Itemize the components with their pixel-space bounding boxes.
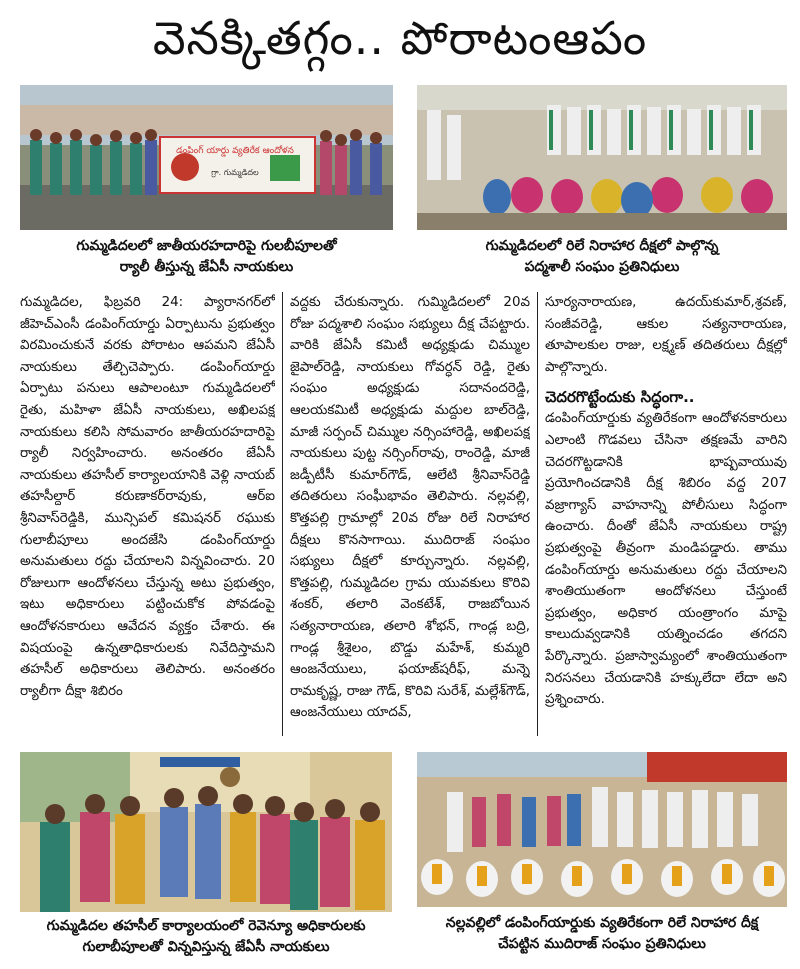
photo-caption: గుమ్మడిదల తహసీల్ కార్యాలయంలో రెవెన్యూ అధికారులకు గులాబీపూలతో విన్నవిస్తున్న జేఏసీ నాయకులు [46, 918, 366, 955]
banner-text: డంపింగ్ యార్డు వ్యతిరేక ఆందోళన [176, 146, 294, 156]
subheading: చెదరగొట్టేందుకు సిద్ధంగా.. [545, 388, 695, 407]
photo-caption: గుమ్మడిదలలో జాతీయరహదారిపై గులబీపూలతో ర్యాలీ తీస్తున్న జేఏసీ నాయకులు [76, 238, 337, 275]
banner-subtext: గ్రా. గుమ్మడిదల [211, 168, 259, 177]
article-column-2 [290, 292, 530, 736]
photo-caption: నల్లవల్లిలో డంపింగ్‌యార్డుకు వ్యతిరేకంగా రిలే నిరాహార దీక్ష చేపట్టిన ముదిరాజ్ సంఘం ప్రతినిధులు [445, 915, 759, 952]
article-text: వద్దకు చేరుకున్నారు. గుమ్మిడిదలలో 20వ రోజు పద్మశాలి సంఘం సభ్యులు దీక్ష చేపట్టారు. వారికి జేఏసీ కమిటీ అధ్యక్షుడు చిమ్ముల జైపాల్‌రెడ్డి, నాయకులు గోవర్ధన్ రెడ్డి, రైతు సంఘం అధ్యక్షుడు సదానందరెడ్డి, ఆలయకమిటీ అధ్యక్షుడు మద్దుల బాల్‌రెడ్డి, మాజీ సర్పంచ్ చిమ్ముల నర్సింహారెడ్డి, అఖిలపక్ష నాయకులు పుట్ట నర్సింగ్‌రావు, రాంరెడ్డి, మాజీ జడ్పీటీసీ కుమార్‌గౌడ్, ఆలేటి శ్రీనివాస్‌రెడ్డి తదితరులు సంఘీభావం తెలిపారు. నల్లవల్లి, కొత్తపల్లి గ్రామాల్లో 20వ రోజు రిలే నిరాహార దీక్షలు కొనసాగాయి. ముదిరాజ్ సంఘం సభ్యులు దీక్షలో కూర్చున్నారు. నల్లవల్లి, కొత్తపల్లి, గుమ్మడిదల గ్రామ యువకులు కొరివి శంకర్, తలారి వెంకటేశ్, రాజబోయిన సత్యనారాయణ, తలారి శోభన్, గాండ్ల బద్రి, గాండ్ల శ్రీశైలం, బొడ్డు మహేశ్, కుమ్మరి ఆంజనేయులు, ఫయాజ్‌షరీఫ్, మన్నె రామకృష్ణ, రాజు గౌడ్, కొరివి సురేశ్, మల్లేశ్‌గౌడ్, ఆంజనేయులు యాదవ్, [290, 295, 530, 721]
hunger-strike-photo [417, 85, 787, 230]
mudiraj-protest-photo [417, 752, 787, 907]
rally-photo [20, 85, 393, 230]
column-divider [537, 292, 538, 736]
article-column-3 [545, 292, 787, 736]
column-divider [282, 292, 283, 736]
photo-caption: గుమ్మడిదలలో రిలే నిరాహార దీక్షలో పాల్గొన్న పద్మశాలీ సంఘం ప్రతినిధులు [485, 238, 719, 275]
tahsil-office-photo [20, 752, 392, 912]
article-text: గుమ్మడిదల, ఫిబ్రవరి 24: ప్యారానగర్‌లో జీహెచ్ఎంసీ డంపింగ్‌యార్డు ఏర్పాటును ప్రభుత్వం విరమించుకునే వరకు పోరాటం ఆపమని జేఏసీ నాయకులు తేల్చిచెప్పారు. డంపింగ్‌యార్డు ఏర్పాటు పనులు ఆపాలంటూ గుమ్మడిదలలో రైతు, మహిళా జేఏసీ నాయకులు, అఖిలపక్ష నాయకులు కలిసి సోమవారం జాతీయరహదారిపై ర్యాలీ నిర్వహించారు. అనంతరం జేఏసీ నాయకులు తహసీల్ కార్యాలయానికి వెళ్లి నాయబ్ తహసీల్దార్ కరుణాకర్‌రావుకు, ఆర్‌ఐ శ్రీనివాస్‌రెడ్డికి, మున్సిపల్ కమిషనర్ రఘుకు గులాబీపూలు అందజేసి డంపింగ్‌యార్డు అనుమతులు రద్దు చేయాలని విన్నవించారు. 20 రోజులుగా ఆందోళనలు చేస్తున్న అటు ప్రభుత్వం, ఇటు అధికారులు పట్టించుకోక పోవడంపై ఆందోళనకారులు ఆవేదన వ్యక్తం చేశారు. ఈ విషయంపై ఉన్నతాధికారులకు నివేదిస్తామని తహసీల్ అధికారులు తెలిపారు. అనంతరం ర్యాలీగా దీక్షా శిబిరం [20, 295, 275, 699]
article-column-1 [20, 292, 275, 736]
headline: వెనక్కితగ్గం.. పోరాటంఆపం [152, 11, 648, 65]
article-text: డంపింగ్‌యార్డుకు వ్యతిరేకంగా ఆందోళనకారులు ఎలాంటి గొడవలు చేసినా తక్షణమే వారిని చెదరగొట్టడానికి భాష్పవాయువు ప్రయోగించడానికి దీక్ష శిబిరం వద్ద 207 వజ్రాగ్యాస్ వాహనాన్ని పోలీసులు సిద్ధంగా ఉంచారు. దీంతో జేఏసీ నాయకులు రాష్ట్ర ప్రభుత్వంపై తీవ్రంగా మండిపడ్డారు. తాము డంపింగ్‌యార్డు అనుమతులు రద్దు చేయాలని శాంతియుతంగా ఆందోళనలు చేస్తుంటే ప్రభుత్వం, అధికార యంత్రాంగం మాపై కాలుదువ్వడానికి యత్నించడం తగదని పేర్కొన్నారు. ప్రజాస్వామ్యంలో శాంతియుతంగా నిరసనలు చేయడానికి హక్కులేదా లేదా అని ప్రశ్నించారు. [545, 411, 787, 708]
article-text: సూర్యనారాయణ, ఉదయ్‌కుమార్,శ్రవణ్, సంజీవరెడ్డి, ఆకుల సత్యనారాయణ, తూపాలకుల రాజు, లక్ష్మణ్ తదితరులు దీక్షల్లో పాల్గొన్నారు. [545, 295, 787, 375]
